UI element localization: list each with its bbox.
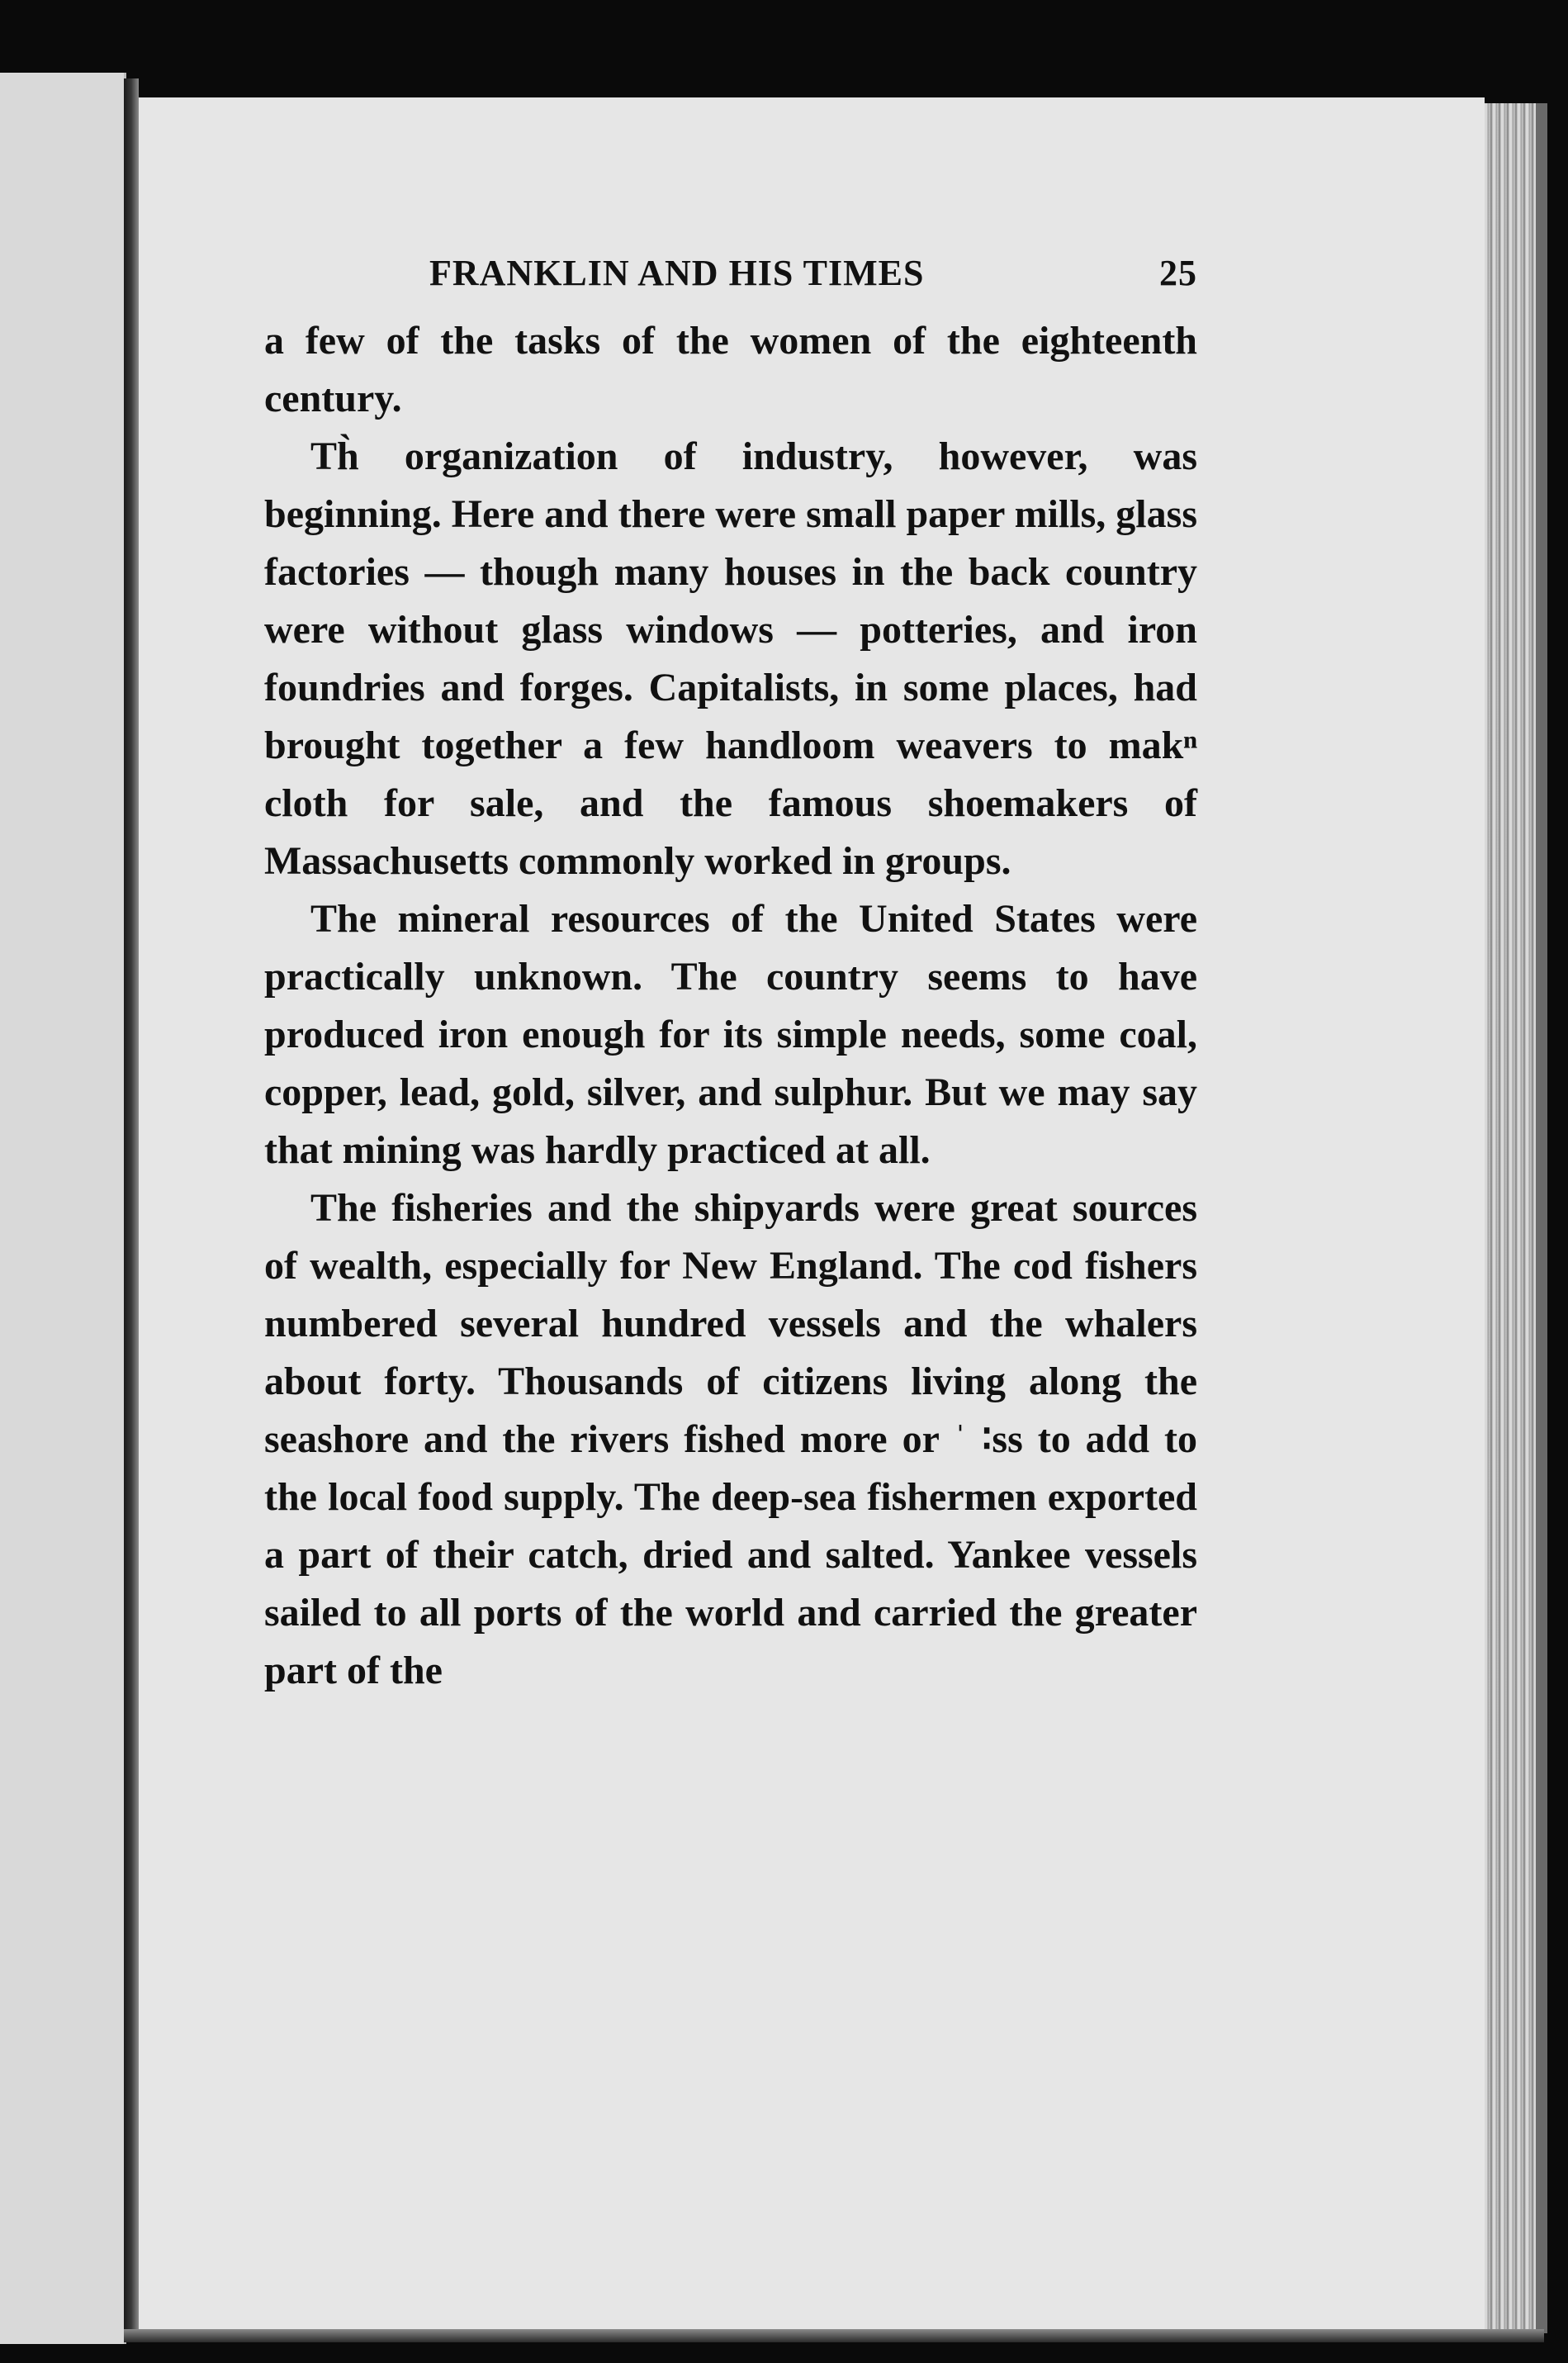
facing-page-edge [0, 73, 126, 2344]
paragraph-continuation: a few of the tasks of the women of the eighteenth century. [264, 319, 1197, 420]
page-edge-stack [1485, 103, 1536, 2333]
paragraph-industry: Th̀ organization of industry, however, was beginning. Here and there were small paper mills, glass factories — though many houses in the back country were without glass windows — potteries, and iron foundries and forges. Capitalists, in some places, had brought together a few handloom weavers to makⁿ cloth for sale, and the famous shoemakers of Massachusetts commonly worked in groups. [264, 434, 1197, 883]
page-text [264, 244, 1197, 1700]
paragraph-fisheries: The fisheries and the shipyards were great sources of wealth, especially for New England. The cod fishers numbered several hundred vessels and the whalers about forty. Thousands of citizens living along the seashore and the rivers fished more or ˈ ∶ss to add to the local food supply. The deep-sea fishermen exported a part of their catch, dried and salted. Yankee vessels sailed to all ports of the world and carried the greater part of the [264, 1186, 1197, 1692]
page-number: 25 [1159, 253, 1197, 293]
cover-edge [1536, 103, 1547, 2333]
running-head [264, 244, 1197, 294]
book-gutter [124, 78, 139, 2342]
paragraph-mineral-resources: The mineral resources of the United States were practically unknown. The country seems to have produced iron enough for its simple needs, some coal, copper, lead, gold, silver, and sulphur. But we may say that mining was hardly practiced at all. [264, 897, 1197, 1172]
bottom-page-edge [124, 2329, 1544, 2342]
running-title: FRANKLIN AND HIS TIMES [429, 253, 925, 293]
